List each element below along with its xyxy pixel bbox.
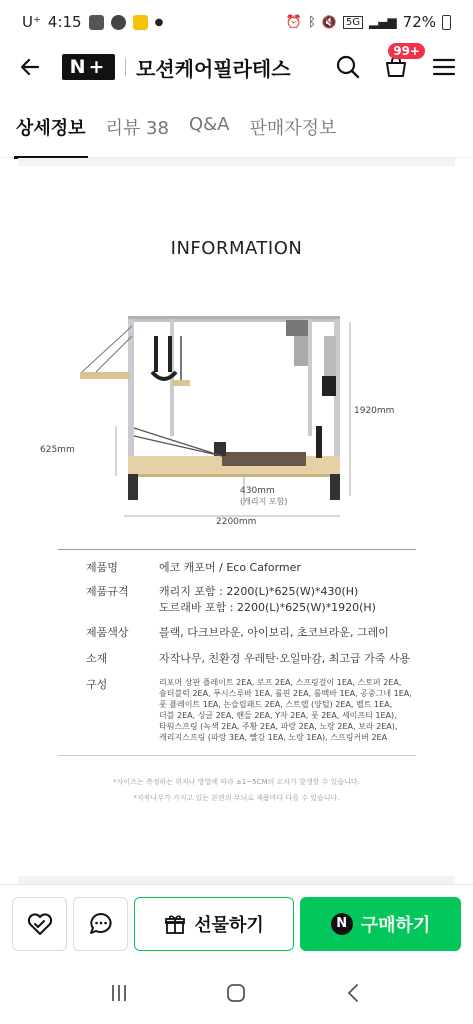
product-detail-image — [18, 166, 455, 883]
spec-row-size — [58, 584, 416, 616]
mute-icon: 🔇 — [321, 15, 337, 29]
spec-line: 자작나무, 친환경 우레탄·오일마감, 최고급 가죽 사용 — [159, 652, 411, 665]
spec-key: 제품명 — [86, 561, 118, 574]
gift-button-label: 선물하기 — [194, 914, 264, 936]
cart-icon[interactable] — [381, 44, 420, 82]
talk-icon — [111, 15, 126, 30]
spec-key: 제품규격 — [86, 585, 129, 598]
spec-row-components — [58, 677, 416, 743]
note-line: *자작나무가 가지고 있는 본연의 무늬로 제품마다 다를 수 있습니다. — [133, 794, 340, 802]
information-heading: INFORMATION — [170, 238, 303, 259]
note-line: *사이즈는 측정하는 위치나 방법에 따라 ±1~5CM의 오차가 발생할 수 있습니다. — [113, 778, 360, 786]
tab-detail[interactable]: 상세정보 — [16, 104, 86, 158]
carriage-note-label: (캐리지 포함) — [240, 497, 288, 506]
talk-button[interactable] — [73, 897, 128, 951]
width-dimension-label: 625mm — [40, 445, 75, 455]
purchase-action-bar — [0, 884, 473, 962]
network-5g-icon: 5G — [343, 16, 363, 29]
spec-row-material — [58, 651, 416, 667]
cadillac-reformer-illustration — [72, 306, 412, 546]
logo-divider — [125, 58, 126, 76]
content-top-strip — [18, 158, 455, 166]
spec-value — [159, 677, 416, 743]
tab-seller-info[interactable]: 판매자정보 — [249, 118, 337, 139]
gallery-icon — [89, 15, 104, 30]
recent-apps-icon[interactable] — [99, 973, 139, 1013]
status-right — [286, 13, 451, 31]
spec-line: 에코 캐포머 / Eco Caformer — [159, 561, 301, 574]
buy-button[interactable] — [300, 897, 461, 951]
search-icon[interactable] — [333, 52, 363, 82]
spec-row-color — [58, 625, 416, 641]
spec-line: 리포머 상판 플레이트 2EA, 로프 2EA, 스프링걸이 1EA, 스토퍼 2EA, — [159, 678, 402, 687]
store-name[interactable]: 모션케어필라테스 — [136, 56, 291, 81]
cart-count-badge: 99+ — [388, 43, 425, 59]
back-icon[interactable] — [14, 51, 46, 83]
system-nav-bar — [0, 962, 473, 1024]
bluetooth-icon: ᛒ — [308, 14, 316, 30]
carriage-height-label: 430mm — [240, 486, 275, 496]
naver-plus-logo[interactable]: N+ — [62, 54, 115, 80]
status-left — [22, 13, 163, 31]
signal-icon: ▂▄▆ — [368, 15, 397, 29]
gift-button[interactable] — [134, 897, 294, 951]
carrier-label: U⁺ — [22, 13, 41, 31]
product-tabs — [0, 104, 473, 158]
spec-value — [159, 584, 416, 616]
content-bottom-strip — [18, 876, 455, 884]
spec-line: 풋 플레이트 1EA, 논슬립패드 2EA, 스트랩 (양털) 2EA, 벨트 1EA, — [159, 700, 393, 709]
app-notification-icon — [133, 15, 148, 30]
spec-value — [159, 560, 416, 576]
spec-row-name — [58, 560, 416, 576]
clock: 4:15 — [47, 13, 82, 31]
height-dimension-label: 1920mm — [354, 406, 395, 416]
spec-table — [58, 549, 416, 756]
app-header — [0, 44, 473, 90]
spec-line: 숄더블럭 2EA, 푸시스루바 1EA, 롤핀 2EA, 롤백바 1EA, 공중그네 1EA, — [159, 689, 412, 698]
chat-bubble-icon — [86, 909, 116, 939]
spec-line: 더블 2EA, 싱글 2EA, 핸들 2EA, Y자 2EA, 풋 2EA, 세이프티 1EA), — [159, 711, 397, 720]
length-dimension-label: 2200mm — [216, 517, 257, 527]
status-bar — [0, 0, 473, 44]
header-actions — [333, 44, 459, 82]
spec-line: 블랙, 다크브라운, 아이보리, 초코브라운, 그레이 — [159, 626, 389, 639]
alarm-icon: ⏰ — [285, 14, 303, 30]
battery-level: 72% — [402, 13, 436, 31]
home-icon[interactable] — [216, 973, 256, 1013]
spec-line: 도르래바 포함 : 2200(L)*625(W)*1920(H) — [159, 601, 376, 614]
naver-pay-icon: N — [331, 913, 353, 935]
spec-key: 구성 — [86, 678, 108, 691]
spec-value — [159, 625, 416, 641]
notes — [18, 774, 455, 806]
menu-icon[interactable] — [429, 52, 459, 82]
tab-reviews[interactable]: 리뷰 38 — [105, 118, 169, 139]
spec-key: 소재 — [86, 652, 108, 665]
heart-check-icon — [25, 909, 55, 939]
tab-qna[interactable]: Q&A — [188, 114, 230, 135]
spec-line: 타워스프링 (녹색 2EA, 주황 2EA, 파랑 2EA, 노랑 2EA, 보라 2EA), — [159, 722, 398, 731]
battery-icon — [442, 15, 451, 30]
back-nav-icon[interactable] — [334, 973, 374, 1013]
spec-line: 캐리지스프링 (파랑 3EA, 빨강 1EA, 노랑 1EA), 스프링커버 2EA — [159, 733, 388, 742]
spec-value — [159, 651, 416, 667]
product-figure — [40, 306, 412, 546]
spec-line: 캐리지 포함 : 2200(L)*625(W)*430(H) — [159, 585, 359, 598]
gift-icon — [164, 913, 186, 935]
buy-button-label: 구매하기 — [360, 914, 431, 936]
more-notifications-dot-icon: ● — [154, 16, 164, 28]
wishlist-button[interactable] — [12, 897, 67, 951]
spec-key: 제품색상 — [86, 626, 129, 639]
